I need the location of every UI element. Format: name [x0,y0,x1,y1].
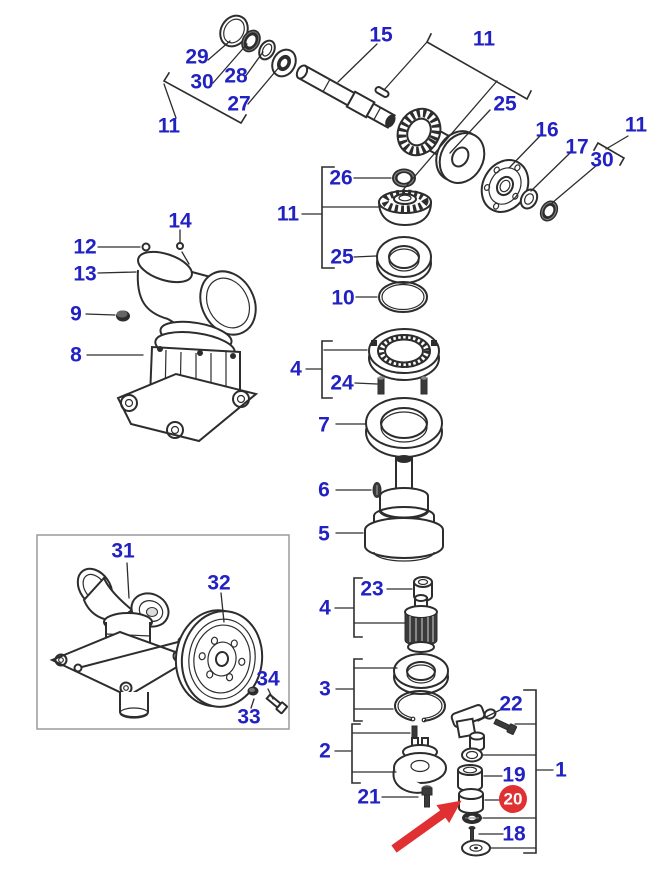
part-label-28: 28 [224,64,248,88]
part-label-11-top-center: 11 [472,27,496,51]
bushing-26 [392,169,416,188]
splined-ring-4 [369,329,439,380]
worm-pulley-2 [393,738,446,793]
part-label-5: 5 [318,522,330,546]
bushing-20 [459,789,483,813]
part-label-6: 6 [318,478,330,502]
part-label-27: 27 [227,92,251,116]
part-label-14: 14 [168,209,192,233]
part-label-8: 8 [70,343,82,367]
bolt-14 [177,243,183,249]
plug-9 [116,311,130,322]
part-label-29: 29 [185,45,209,69]
part-label-30-top: 30 [190,70,214,94]
nut-30-right [536,197,562,224]
part-label-3: 3 [319,677,331,701]
bevel-gear-11 [379,191,431,225]
part-label-15: 15 [369,23,393,47]
part-label-10: 10 [331,286,355,310]
yoke-22 [451,704,497,751]
bolt-12 [143,244,150,251]
part-label-32: 32 [207,571,231,595]
bearing-25-center [377,237,431,283]
nut-1b [462,812,482,824]
part-label-12: 12 [73,235,97,259]
part-label-26: 26 [329,166,353,190]
washer-1c [462,841,490,856]
clutch-drum-5 [365,455,443,561]
part-label-16: 16 [535,118,559,142]
part-label-4-lower: 4 [319,596,331,620]
part-label-17: 17 [565,135,589,159]
pin-24-right [421,376,427,394]
part-label-21: 21 [357,785,381,809]
part-label-31: 31 [111,539,135,563]
part-label-7: 7 [318,413,330,437]
part-label-2: 2 [319,739,331,763]
part-label-11-center: 11 [276,202,300,226]
splined-shaft-4 [405,595,437,652]
part-label-30-right: 30 [590,148,614,172]
part-label-11-top-left: 11 [157,114,181,138]
part-label-25-center: 25 [330,245,354,269]
part-label-24: 24 [330,371,354,395]
part-label-20-highlighted: 20 [503,789,523,809]
part-label-34: 34 [256,667,280,691]
part-label-4-upper: 4 [290,357,302,381]
part-label-9: 9 [70,302,82,326]
part-label-11-right: 11 [624,113,648,137]
highlight-badge-layer [499,785,527,813]
part-label-25-top: 25 [493,92,517,116]
ring-7 [366,398,442,457]
part-label-1: 1 [555,758,567,782]
bolt-22 [493,717,517,734]
o-ring-10 [379,282,427,312]
bolt-21 [422,785,432,807]
part-label-22: 22 [499,692,523,716]
snap-ring-3 [395,691,445,724]
bushing-19 [458,765,482,791]
part-label-18: 18 [502,822,526,846]
bearing-3 [394,654,448,694]
key-15 [374,86,389,98]
washer-1a [462,749,482,762]
pin-24-left [378,376,384,394]
part-label-19: 19 [502,763,526,787]
part-label-33: 33 [237,705,261,729]
part-label-23: 23 [360,577,384,601]
part-label-13: 13 [73,262,97,286]
